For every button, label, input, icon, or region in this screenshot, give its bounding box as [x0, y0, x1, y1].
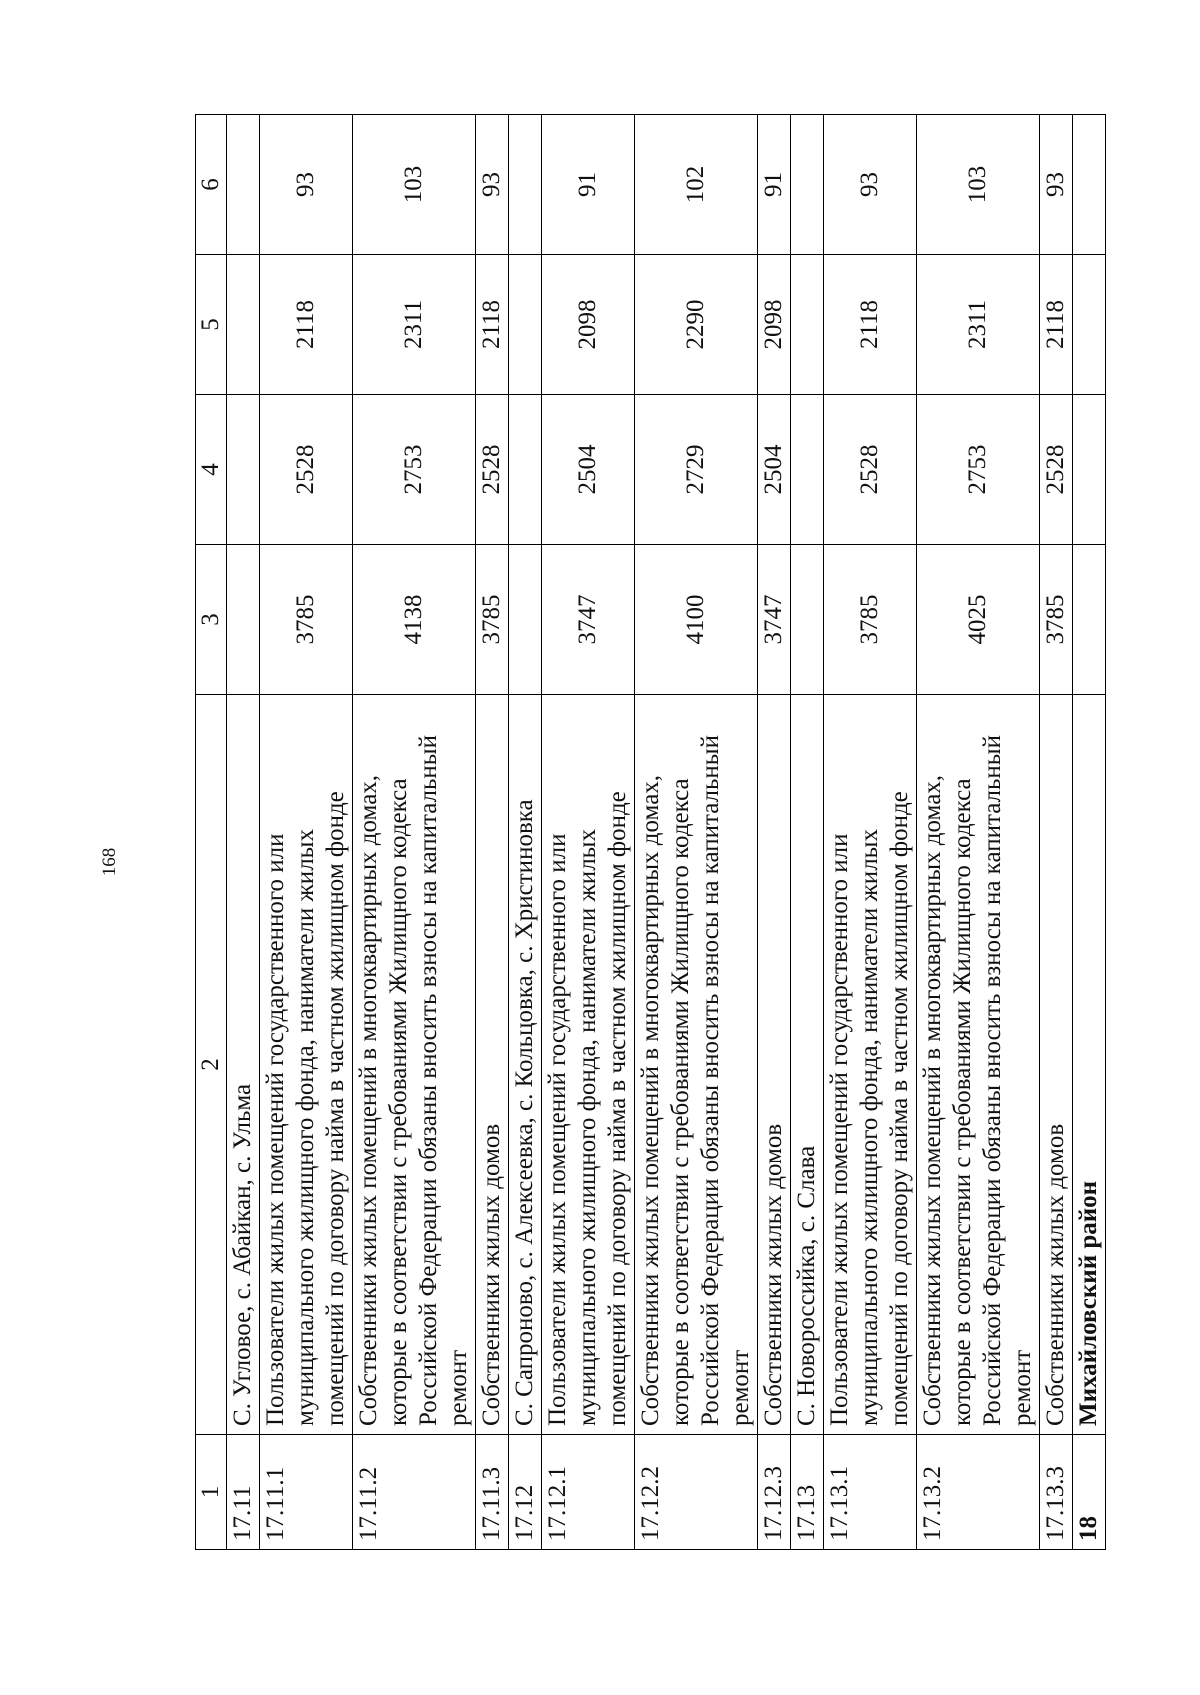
row-value-col3: 3785 — [1040, 545, 1073, 695]
row-value-col6: 91 — [758, 115, 791, 255]
row-description-cell: С. Угловое, с. Абайкан, с. Ульма — [227, 695, 260, 1435]
table-row — [791, 115, 824, 1550]
row-value-col6 — [1073, 115, 1106, 255]
row-value-col5 — [791, 255, 824, 395]
row-value-col4: 2504 — [542, 395, 635, 545]
row-value-col5 — [509, 255, 542, 395]
row-value-col4 — [509, 395, 542, 545]
table-row — [917, 115, 1040, 1550]
row-value-col3: 3785 — [260, 545, 353, 695]
row-code-cell: 17.11 — [227, 1435, 260, 1550]
row-code-cell: 17.13.2 — [917, 1435, 1040, 1550]
rotated-table-wrapper — [195, 115, 1102, 1550]
row-value-col5: 2311 — [353, 255, 476, 395]
row-description-cell: Собственники жилых помещений в многоквартирных домах, которые в соответствии с требованиями Жилищного кодекса Российской Федерации обязаны вносить взносы на капитальный ремонт — [917, 695, 1040, 1435]
row-value-col6: 103 — [917, 115, 1040, 255]
row-value-col4: 2528 — [260, 395, 353, 545]
row-value-col3: 4100 — [635, 545, 758, 695]
column-number-row — [196, 115, 227, 1550]
row-value-col3 — [509, 545, 542, 695]
row-code-cell: 17.12.1 — [542, 1435, 635, 1550]
row-value-col3: 3785 — [476, 545, 509, 695]
row-value-col6: 91 — [542, 115, 635, 255]
column-header: 5 — [196, 255, 227, 395]
row-description-cell: Пользователи жилых помещений государственного или муниципального жилищного фонда, наниматели жилых помещений по договору найма в частном жилищном фонде — [542, 695, 635, 1435]
row-description-cell: Михайловский район — [1073, 695, 1106, 1435]
column-header: 4 — [196, 395, 227, 545]
table-row — [1040, 115, 1073, 1550]
column-header: 3 — [196, 545, 227, 695]
row-value-col6: 102 — [635, 115, 758, 255]
row-code-cell: 17.13.3 — [1040, 1435, 1073, 1550]
row-value-col4: 2753 — [353, 395, 476, 545]
row-description-cell: Собственники жилых домов — [1040, 695, 1073, 1435]
table-row — [635, 115, 758, 1550]
table-row — [824, 115, 917, 1550]
column-header: 6 — [196, 115, 227, 255]
row-value-col3: 4025 — [917, 545, 1040, 695]
row-value-col4: 2528 — [1040, 395, 1073, 545]
row-value-col5: 2118 — [260, 255, 353, 395]
table-body — [196, 115, 1106, 1550]
row-value-col3: 4138 — [353, 545, 476, 695]
table-row — [353, 115, 476, 1550]
row-code-cell: 18 — [1073, 1435, 1106, 1550]
row-value-col4: 2753 — [917, 395, 1040, 545]
table-row — [227, 115, 260, 1550]
tariff-table — [195, 114, 1106, 1550]
row-code-cell: 17.13.1 — [824, 1435, 917, 1550]
row-value-col3: 3747 — [758, 545, 791, 695]
row-description-cell: Пользователи жилых помещений государственного или муниципального жилищного фонда, наниматели жилых помещений по договору найма в частном жилищном фонде — [824, 695, 917, 1435]
row-value-col3 — [227, 545, 260, 695]
column-header: 1 — [196, 1435, 227, 1550]
row-value-col5: 2311 — [917, 255, 1040, 395]
row-value-col3 — [1073, 545, 1106, 695]
table-row — [476, 115, 509, 1550]
row-value-col5: 2118 — [476, 255, 509, 395]
row-description-cell: Собственники жилых помещений в многоквартирных домах, которые в соответствии с требованиями Жилищного кодекса Российской Федерации обязаны вносить взносы на капитальный ремонт — [353, 695, 476, 1435]
row-code-cell: 17.12.3 — [758, 1435, 791, 1550]
row-value-col3: 3785 — [824, 545, 917, 695]
row-value-col6 — [227, 115, 260, 255]
column-header: 2 — [196, 695, 227, 1435]
row-description-cell: С. Новороссийка, с. Слава — [791, 695, 824, 1435]
row-value-col5: 2098 — [758, 255, 791, 395]
row-value-col5: 2290 — [635, 255, 758, 395]
table-row — [1073, 115, 1106, 1550]
row-description-cell: Собственники жилых домов — [476, 695, 509, 1435]
row-value-col5: 2118 — [824, 255, 917, 395]
row-value-col4 — [1073, 395, 1106, 545]
row-code-cell: 17.11.3 — [476, 1435, 509, 1550]
row-value-col6: 93 — [824, 115, 917, 255]
row-code-cell: 17.13 — [791, 1435, 824, 1550]
row-description-cell: С. Сапроново, с. Алексеевка, с. Кольцовка, с. Христиновка — [509, 695, 542, 1435]
row-value-col6: 93 — [476, 115, 509, 255]
row-value-col4 — [227, 395, 260, 545]
row-value-col3 — [791, 545, 824, 695]
table-row — [758, 115, 791, 1550]
row-code-cell: 17.12.2 — [635, 1435, 758, 1550]
row-value-col4: 2528 — [824, 395, 917, 545]
row-description-cell: Собственники жилых домов — [758, 695, 791, 1435]
page-number: 168 — [99, 847, 120, 877]
row-description-cell: Пользователи жилых помещений государственного или муниципального жилищного фонда, наниматели жилых помещений по договору найма в частном жилищном фонде — [260, 695, 353, 1435]
row-value-col4: 2528 — [476, 395, 509, 545]
row-value-col3: 3747 — [542, 545, 635, 695]
row-code-cell: 17.11.2 — [353, 1435, 476, 1550]
row-code-cell: 17.12 — [509, 1435, 542, 1550]
row-value-col6 — [791, 115, 824, 255]
row-code-cell: 17.11.1 — [260, 1435, 353, 1550]
row-value-col4: 2729 — [635, 395, 758, 545]
row-value-col5 — [227, 255, 260, 395]
row-value-col6: 103 — [353, 115, 476, 255]
row-value-col6 — [509, 115, 542, 255]
row-value-col5: 2098 — [542, 255, 635, 395]
row-value-col6: 93 — [260, 115, 353, 255]
table-row — [542, 115, 635, 1550]
row-value-col5 — [1073, 255, 1106, 395]
table-row — [509, 115, 542, 1550]
row-value-col4: 2504 — [758, 395, 791, 545]
table-row — [260, 115, 353, 1550]
row-value-col4 — [791, 395, 824, 545]
row-description-cell: Собственники жилых помещений в многоквартирных домах, которые в соответствии с требованиями Жилищного кодекса Российской Федерации обязаны вносить взносы на капитальный ремонт — [635, 695, 758, 1435]
row-value-col6: 93 — [1040, 115, 1073, 255]
row-value-col5: 2118 — [1040, 255, 1073, 395]
